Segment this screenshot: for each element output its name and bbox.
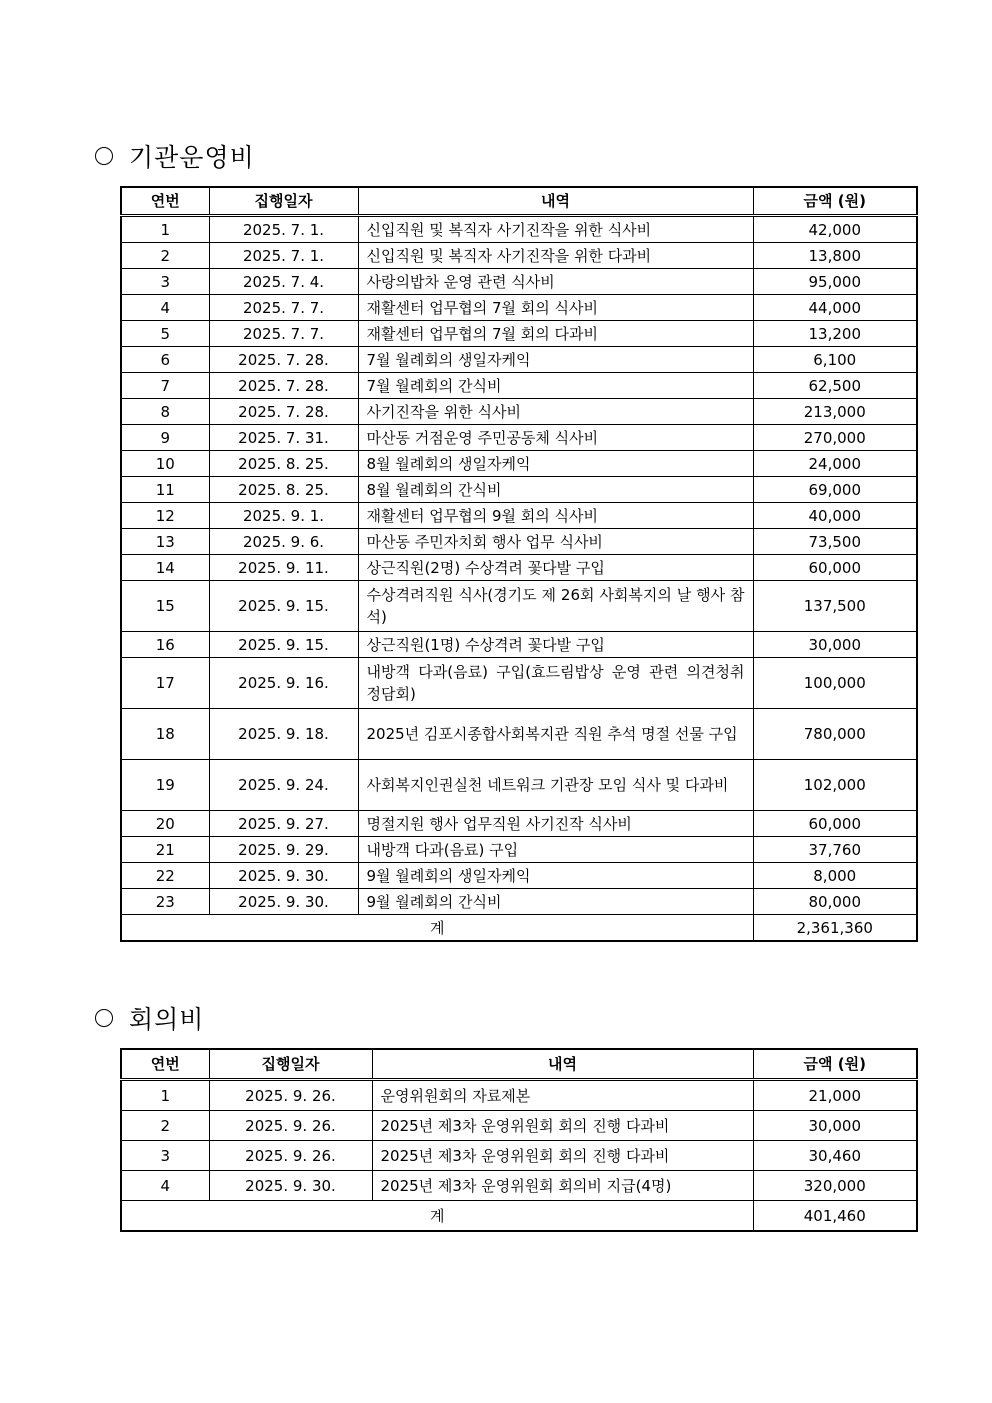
table-row — [121, 529, 917, 555]
cell-date: 2025. 7. 7. — [209, 295, 358, 321]
table-row — [121, 709, 917, 760]
header-no: 연번 — [121, 1049, 209, 1080]
table-row — [121, 243, 917, 269]
cell-desc: 내방객 다과(음료) 구입 — [358, 837, 753, 863]
cell-amount: 42,000 — [753, 216, 917, 243]
table-row — [121, 863, 917, 889]
cell-desc: 상근직원(1명) 수상격려 꽃다발 구입 — [358, 632, 753, 658]
cell-desc: 2025년 김포시종합사회복지관 직원 추석 명절 선물 구입 — [358, 709, 753, 760]
cell-date: 2025. 9. 6. — [209, 529, 358, 555]
cell-desc: 8월 월례회의 간식비 — [358, 477, 753, 503]
cell-no: 14 — [121, 555, 209, 581]
cell-date: 2025. 8. 25. — [209, 451, 358, 477]
cell-amount: 73,500 — [753, 529, 917, 555]
cell-desc: 7월 월례회의 간식비 — [358, 373, 753, 399]
table-row — [121, 477, 917, 503]
cell-date: 2025. 9. 16. — [209, 658, 358, 709]
cell-amount: 137,500 — [753, 581, 917, 632]
section-title-meeting — [95, 1000, 204, 1036]
total-label: 계 — [121, 1201, 753, 1232]
cell-desc: 수상격려직원 식사(경기도 제 26회 사회복지의 날 행사 참석) — [358, 581, 753, 632]
cell-date: 2025. 9. 1. — [209, 503, 358, 529]
cell-amount: 62,500 — [753, 373, 917, 399]
table-header-row — [121, 1049, 917, 1080]
section-title-text: 기관운영비 — [129, 143, 255, 172]
cell-date: 2025. 9. 26. — [209, 1080, 372, 1111]
cell-amount: 102,000 — [753, 760, 917, 811]
cell-no: 9 — [121, 425, 209, 451]
cell-desc: 7월 월례회의 생일자케익 — [358, 347, 753, 373]
circle-bullet-icon — [95, 147, 113, 165]
circle-bullet-icon — [95, 1009, 113, 1027]
table-row — [121, 451, 917, 477]
cell-no: 11 — [121, 477, 209, 503]
cell-amount: 69,000 — [753, 477, 917, 503]
table-row — [121, 632, 917, 658]
cell-date: 2025. 9. 30. — [209, 889, 358, 915]
cell-desc: 2025년 제3차 운영위원회 회의 진행 다과비 — [372, 1111, 753, 1141]
cell-no: 21 — [121, 837, 209, 863]
cell-date: 2025. 7. 1. — [209, 243, 358, 269]
cell-no: 12 — [121, 503, 209, 529]
cell-date: 2025. 9. 27. — [209, 811, 358, 837]
cell-no: 13 — [121, 529, 209, 555]
cell-date: 2025. 7. 28. — [209, 373, 358, 399]
cell-desc: 내방객 다과(음료) 구입(효드림밥상 운영 관련 의견청취 정담회) — [358, 658, 753, 709]
cell-no: 4 — [121, 1171, 209, 1201]
cell-amount: 320,000 — [753, 1171, 917, 1201]
cell-desc: 신입직원 및 복직자 사기진작을 위한 식사비 — [358, 216, 753, 243]
operating-expense-table — [120, 186, 918, 942]
cell-date: 2025. 7. 28. — [209, 399, 358, 425]
cell-no: 10 — [121, 451, 209, 477]
cell-date: 2025. 9. 30. — [209, 863, 358, 889]
cell-desc: 사회복지인권실천 네트워크 기관장 모임 식사 및 다과비 — [358, 760, 753, 811]
cell-desc: 마산동 거점운영 주민공동체 식사비 — [358, 425, 753, 451]
cell-desc: 8월 월례회의 생일자케익 — [358, 451, 753, 477]
table-row — [121, 811, 917, 837]
meeting-expense-table — [120, 1048, 918, 1232]
cell-date: 2025. 7. 7. — [209, 321, 358, 347]
cell-date: 2025. 8. 25. — [209, 477, 358, 503]
cell-amount: 80,000 — [753, 889, 917, 915]
table-row — [121, 347, 917, 373]
cell-date: 2025. 9. 15. — [209, 581, 358, 632]
header-no: 연번 — [121, 187, 209, 216]
cell-amount: 44,000 — [753, 295, 917, 321]
cell-desc: 마산동 주민자치회 행사 업무 식사비 — [358, 529, 753, 555]
table-row — [121, 399, 917, 425]
total-row — [121, 915, 917, 942]
cell-no: 1 — [121, 216, 209, 243]
cell-amount: 40,000 — [753, 503, 917, 529]
cell-no: 20 — [121, 811, 209, 837]
cell-amount: 30,460 — [753, 1141, 917, 1171]
cell-amount: 24,000 — [753, 451, 917, 477]
table-row — [121, 889, 917, 915]
cell-amount: 60,000 — [753, 811, 917, 837]
table-row — [121, 837, 917, 863]
cell-amount: 95,000 — [753, 269, 917, 295]
cell-desc: 운영위원회의 자료제본 — [372, 1080, 753, 1111]
cell-amount: 30,000 — [753, 1111, 917, 1141]
table-header-row — [121, 187, 917, 216]
table-row — [121, 503, 917, 529]
cell-no: 16 — [121, 632, 209, 658]
total-amount: 2,361,360 — [753, 915, 917, 942]
cell-desc: 사랑의밥차 운영 관련 식사비 — [358, 269, 753, 295]
cell-desc: 2025년 제3차 운영위원회 회의 진행 다과비 — [372, 1141, 753, 1171]
cell-no: 15 — [121, 581, 209, 632]
header-desc: 내역 — [358, 187, 753, 216]
cell-desc: 재활센터 업무협의 7월 회의 식사비 — [358, 295, 753, 321]
header-date: 집행일자 — [209, 1049, 372, 1080]
cell-amount: 60,000 — [753, 555, 917, 581]
cell-date: 2025. 7. 1. — [209, 216, 358, 243]
cell-no: 7 — [121, 373, 209, 399]
cell-no: 17 — [121, 658, 209, 709]
cell-desc: 상근직원(2명) 수상격려 꽃다발 구입 — [358, 555, 753, 581]
cell-no: 1 — [121, 1080, 209, 1111]
cell-amount: 13,200 — [753, 321, 917, 347]
cell-no: 5 — [121, 321, 209, 347]
table-row — [121, 269, 917, 295]
cell-amount: 100,000 — [753, 658, 917, 709]
cell-no: 2 — [121, 243, 209, 269]
header-amount: 금액 (원) — [753, 1049, 917, 1080]
header-desc: 내역 — [372, 1049, 753, 1080]
cell-amount: 13,800 — [753, 243, 917, 269]
cell-no: 3 — [121, 269, 209, 295]
cell-no: 3 — [121, 1141, 209, 1171]
cell-desc: 9월 월례회의 생일자케익 — [358, 863, 753, 889]
cell-desc: 재활센터 업무협의 9월 회의 식사비 — [358, 503, 753, 529]
cell-no: 2 — [121, 1111, 209, 1141]
cell-amount: 30,000 — [753, 632, 917, 658]
cell-date: 2025. 9. 26. — [209, 1111, 372, 1141]
cell-desc: 9월 월례회의 간식비 — [358, 889, 753, 915]
table-row — [121, 760, 917, 811]
table-row — [121, 373, 917, 399]
table-row — [121, 216, 917, 243]
cell-desc: 명절지원 행사 업무직원 사기진작 식사비 — [358, 811, 753, 837]
cell-date: 2025. 7. 31. — [209, 425, 358, 451]
cell-amount: 37,760 — [753, 837, 917, 863]
cell-desc: 재활센터 업무협의 7월 회의 다과비 — [358, 321, 753, 347]
table-row — [121, 581, 917, 632]
cell-date: 2025. 9. 18. — [209, 709, 358, 760]
table-row — [121, 1141, 917, 1171]
cell-date: 2025. 9. 29. — [209, 837, 358, 863]
table-row — [121, 1171, 917, 1201]
cell-amount: 6,100 — [753, 347, 917, 373]
table-row — [121, 295, 917, 321]
cell-no: 18 — [121, 709, 209, 760]
cell-date: 2025. 9. 26. — [209, 1141, 372, 1171]
cell-date: 2025. 7. 4. — [209, 269, 358, 295]
total-row — [121, 1201, 917, 1232]
section-title-text: 회의비 — [129, 1005, 205, 1034]
cell-date: 2025. 9. 30. — [209, 1171, 372, 1201]
cell-desc: 2025년 제3차 운영위원회 회의비 지급(4명) — [372, 1171, 753, 1201]
total-amount: 401,460 — [753, 1201, 917, 1232]
cell-desc: 신입직원 및 복직자 사기진작을 위한 다과비 — [358, 243, 753, 269]
cell-amount: 780,000 — [753, 709, 917, 760]
table-row — [121, 425, 917, 451]
table-row — [121, 1111, 917, 1141]
cell-no: 23 — [121, 889, 209, 915]
table-row — [121, 1080, 917, 1111]
cell-no: 8 — [121, 399, 209, 425]
total-label: 계 — [121, 915, 753, 942]
header-date: 집행일자 — [209, 187, 358, 216]
cell-amount: 213,000 — [753, 399, 917, 425]
cell-no: 19 — [121, 760, 209, 811]
cell-date: 2025. 9. 15. — [209, 632, 358, 658]
cell-no: 4 — [121, 295, 209, 321]
cell-date: 2025. 7. 28. — [209, 347, 358, 373]
table-row — [121, 658, 917, 709]
cell-amount: 21,000 — [753, 1080, 917, 1111]
table-row — [121, 321, 917, 347]
cell-date: 2025. 9. 11. — [209, 555, 358, 581]
table-row — [121, 555, 917, 581]
cell-no: 6 — [121, 347, 209, 373]
cell-no: 22 — [121, 863, 209, 889]
cell-amount: 270,000 — [753, 425, 917, 451]
cell-date: 2025. 9. 24. — [209, 760, 358, 811]
header-amount: 금액 (원) — [753, 187, 917, 216]
section-title-operating — [95, 138, 255, 174]
cell-amount: 8,000 — [753, 863, 917, 889]
cell-desc: 사기진작을 위한 식사비 — [358, 399, 753, 425]
